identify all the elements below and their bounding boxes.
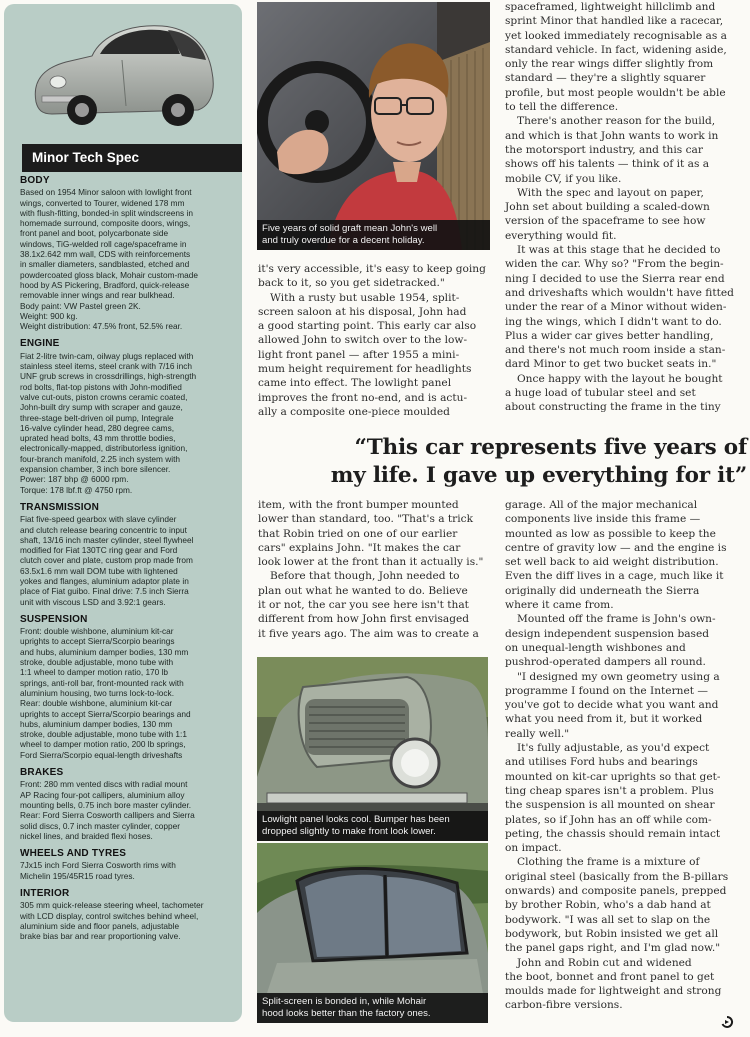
paragraph: It was at this stage that he decided to widen the car. Why so? "From the begin- ning I decided to use the Sierra rear end and driveshafts which wouldn't have fitted under the rear of a Minor without widen- ing the wings, which I didn't want to do. Plus a wider car gives better handling, and there's not much room inside a stan- dard Minor to get two bucket seats in." — [505, 244, 734, 371]
spec-text: Front: double wishbone, aluminium kit-car uprights to accept Sierra/Scorpio bearings and hubs, aluminium damper bodies, 130 mm stroke, double adjustable, mono tube with 1:1 wheel to damper motion ratio, 170 lb springs, anti-roll bar, front-mounted rack with aluminium housing, two turns lock-to-lock. Rear: double wishbone, aluminium kit-car uprights to accept Sierra/Scorpio bearings and hubs, aluminium damper bodies, 130 mm stroke, double adjustable, mono tube with 1:1 wheel to damper motion ratio, 200 lb springs, Ford Sierra/Scorpio equal-length driveshafts — [20, 626, 191, 760]
spec-heading: TRANSMISSION — [20, 501, 100, 513]
paragraph: There's another reason for the build, and which is that John wants to work in the motorsport industry, and this car shows off his talents — think of it as a mobile CV, if you like. — [505, 115, 719, 185]
paragraph: it's very accessible, it's easy to keep going back to it, so you get sidetracked." — [258, 263, 486, 290]
spec-text: Fiat five-speed gearbox with slave cylinder and clutch release bearing concentric to input shaft, 13/16 inch master cylinder, steel flywheel modified for Fiat 130TC ring gear and Ford clutch cover and plate, custom prop made from 63.5x1.6 mm wall DOM tube with lightened yokes and flanges, aluminium adaptor plate in place of Fiat guibo. Final drive: 7.5 inch Sierra unit with viscous LSD and 3.92:1 gears. — [20, 514, 194, 607]
pull-quote: “This car represents five years of my life. I gave up everything for it” — [330, 435, 747, 488]
article-column-middle-lower — [258, 498, 494, 641]
spec-title: Minor Tech Spec — [22, 144, 242, 172]
spec-heading: BRAKES — [20, 767, 64, 779]
spec-text: Based on 1954 Minor saloon with lowlight front wings, converted to Tourer, widened 178 mm with flush-fitting, bonded-in split windscreens in homemade surround, composite doors, wings, front panel and boot, polycarbonate side windows, TiG-welded roll cage/spaceframe in 38.1x2.642 mm wall, CDS with reinforcements in smaller diameters, sandblasted, etched and powdercoated gloss black, Mohair custom-made hood by AS Pickering, Bradford, quick-release removable inner wings and rear bulkhead. Body paint: VW Pastel green 2K. Weight: 900 kg. Weight distribution: 47.5% front, 52.5% rear. — [20, 187, 199, 332]
spec-heading: SUSPENSION — [20, 613, 88, 625]
split-screen-photo — [257, 843, 488, 1023]
paragraph: Once happy with the layout he bought a huge load of tubular steel and set about constructing the frame in the tiny — [505, 372, 723, 414]
paragraph: John and Robin cut and widened the boot, bonnet and front panel to get moulds made for lightweight and strong carbon-fibre versions. — [505, 956, 722, 1012]
spec-section-suspension — [20, 615, 236, 760]
spec-heading: INTERIOR — [20, 888, 70, 899]
photo-caption: Lowlight panel looks cool. Bumper has been dropped slightly to make front look lower. — [257, 811, 488, 841]
paragraph: With the spec and layout on paper, John set about building a scaled-down version of the spaceframe to see how everything would fit. — [505, 186, 710, 242]
spec-heading: WHEELS AND TYRES — [20, 848, 127, 860]
paragraph: It's fully adjustable, as you'd expect and utilises Ford hubs and bearings mounted on kit-car uprights so that get- ting cheap spares isn't a problem. Plus the suspension is all mounted on shear plates, so if John has an off while com- peting, the chassis should remain intact on impact. — [505, 742, 721, 855]
spec-text: Front: 280 mm vented discs with radial mount AP Racing four-pot callipers, aluminium alloy mounting bells, 0.75 inch bore master cylinder. Rear: Ford Sierra Cosworth callipers and Sierra solid discs, 0.7 inch master cylinder, copper nickel lines, and braided flexi hoses. — [20, 779, 195, 841]
spec-section-brakes — [20, 768, 236, 841]
paragraph: garage. All of the major mechanical components live inside this frame — mounted as low as possible to keep the centre of gravity low — and the engine is set well back to aid weight distribution. Even the diff lives in a cage, much like it originally did underneath the Sierra where it came from. — [505, 499, 727, 612]
paragraph: Mounted off the frame is John's own- design independent suspension based on unequal-length wishbones and pushrod-operated dampers all round. — [505, 613, 716, 669]
spec-section-engine — [20, 339, 236, 494]
spec-text: Fiat 2-litre twin-cam, oilway plugs replaced with stainless steel items, steel crank with 7/16 inch UNF grub screws in crossdrillings, high-strength rod bolts, flat-top pistons with John-modified valve cut-outs, piston crowns ceramic coated, John-built dry sump with scraper and gauze, three-stage belt-driven oil pump, Integrale 16-valve cylinder head, 280 degree cams, uprated head bolts, 43 mm throttle bodies, electronically-mapped, distributorless ignition, four-branch manifold, 2.25 inch system with expansion chamber, 3 inch bore silencer. Power: 187 bhp @ 6000 rpm. Torque: 178 lbf.ft @ 4750 rpm. — [20, 350, 197, 495]
front-grille-photo — [257, 657, 488, 841]
spec-section-transmission — [20, 503, 236, 607]
paragraph: Before that though, John needed to plan out what he wanted to do. Believe it or not, the car you see here isn't that different from how John first envisaged it five years ago. The aim was to create a — [258, 570, 479, 640]
car-side-photo — [22, 10, 222, 138]
continue-arrow-icon — [720, 1014, 734, 1028]
paragraph: item, with the front bumper mounted lower than standard, too. "That's a trick that Robin tried on one of our earlier cars" explains John. "It makes the car look lower at the front than it actually is." — [258, 499, 484, 569]
spec-section-wheels — [20, 849, 236, 881]
tech-spec-panel — [4, 4, 242, 1022]
photo-caption: Split-screen is bonded in, while Mohair hood looks better than the factory ones. — [257, 993, 488, 1023]
spec-list — [20, 176, 236, 949]
paragraph: With a rusty but usable 1954, split- screen saloon at his disposal, John had a good starting point. This early car also allowed John to switch over to the low- light front panel — after 1955 a mini- mum height requirement for headlights came into effect. The lowlight panel improves the front no-end, and is actu- ally a composite one-piece moulded — [258, 291, 477, 418]
driver-portrait-photo — [257, 2, 490, 250]
spec-section-body — [20, 176, 236, 331]
spec-text: 7Jx15 inch Ford Sierra Cosworth rims with Michelin 195/45R15 road tyres. — [20, 860, 176, 881]
spec-heading: BODY — [20, 175, 50, 186]
article-column-right-upper — [505, 0, 747, 415]
spec-section-interior — [20, 889, 236, 941]
photo-caption: Five years of solid graft mean John's well and truly overdue for a decent holiday. — [257, 220, 490, 250]
paragraph: "I designed my own geometry using a programme I found on the Internet — you've got to decide what you want and what you need from it, but it worked really well." — [505, 670, 720, 740]
spec-heading: ENGINE — [20, 338, 60, 350]
paragraph: Clothing the frame is a mixture of original steel (basically from the B-pillars onwards) and composite panels, prepped by brother Robin, who's a dab hand at bodywork. "I was all set to slap on the bodywork, but Robin insisted we get all the panel gaps right, and I'm glad now." — [505, 856, 729, 955]
article-column-right-lower — [505, 498, 747, 1013]
spec-text: 305 mm quick-release steering wheel, tachometer with LCD display, control switches behind wheel, aluminium side and floor panels, adjustable brake bias bar and rear proportioning valve. — [20, 900, 204, 942]
paragraph: spaceframed, lightweight hillclimb and sprint Minor that handled like a racecar, yet looked immediately recognisable as a standard vehicle. In fact, widening aside, only the rear wings differ slightly from standard — they're a slightly squarer profile, but most people wouldn't be able to tell the difference. — [505, 1, 727, 114]
article-column-middle-upper — [258, 262, 494, 419]
